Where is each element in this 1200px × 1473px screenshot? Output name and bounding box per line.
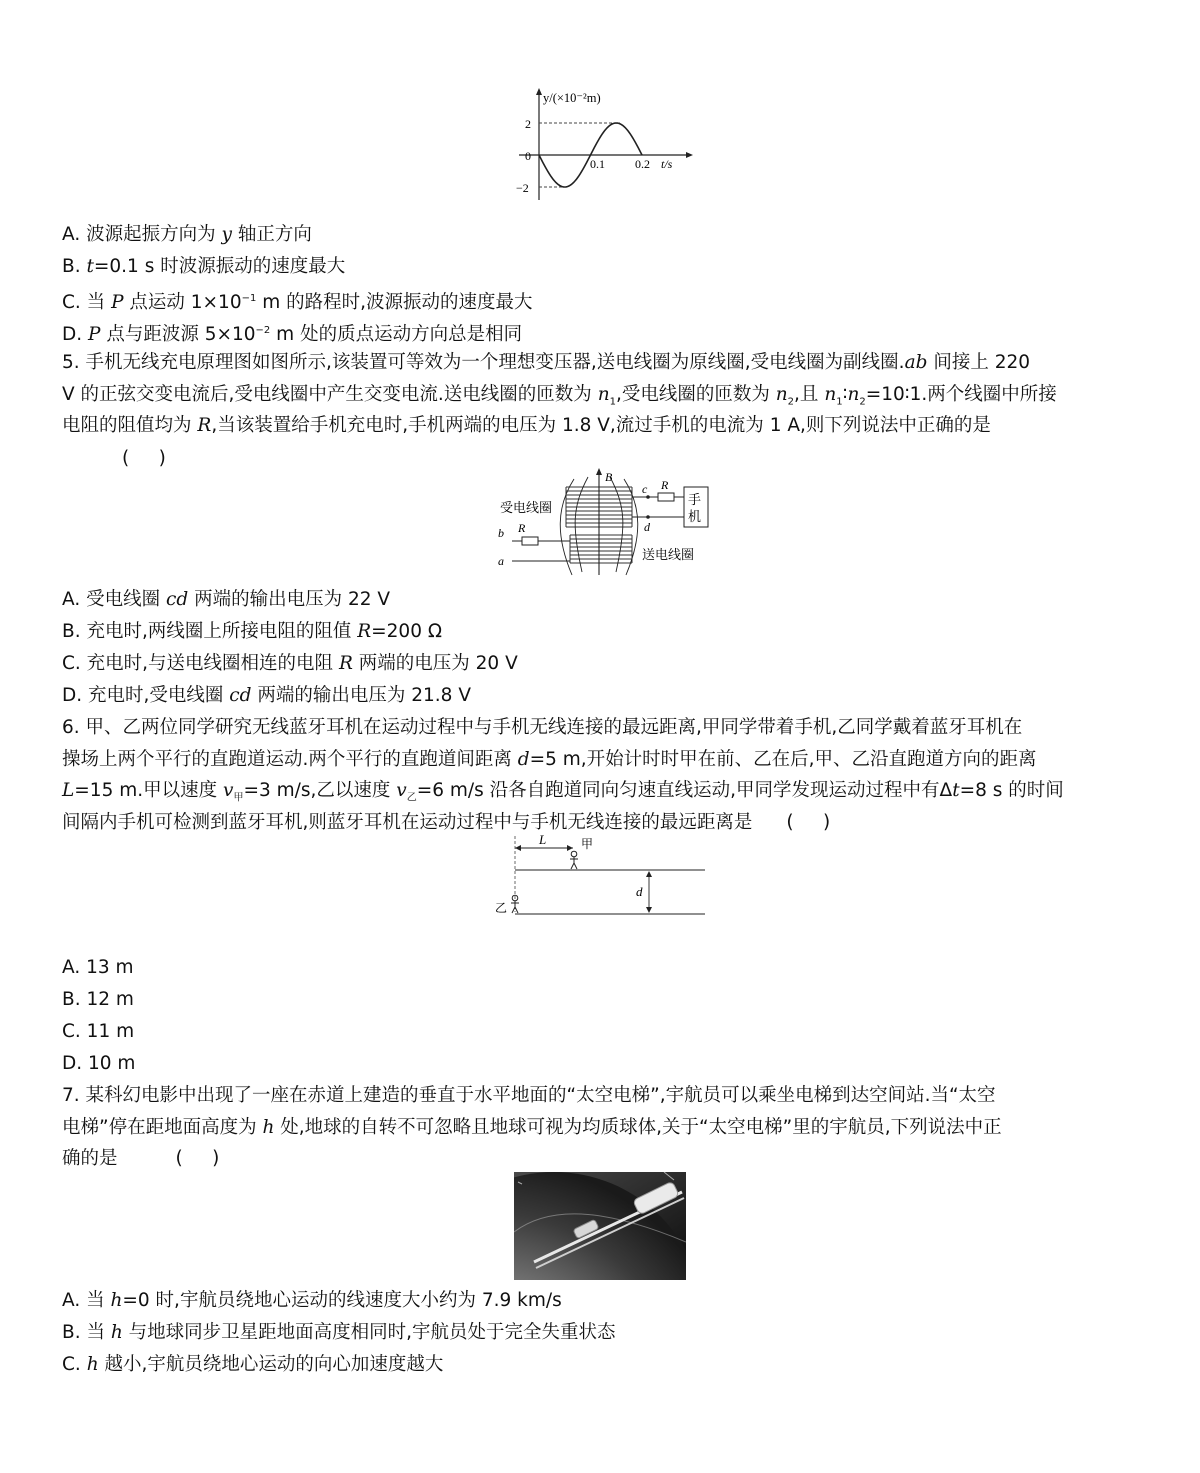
q6-stem-line2: 操场上两个平行的直跑道运动.两个平行的直跑道间距离 d=5 m,开始计时时甲在前、乙在后,甲、乙沿直跑道方向的距离	[62, 749, 1037, 770]
space-elevator-image	[514, 1172, 686, 1280]
q5-option-a: A. 受电线圈 cd 两端的输出电压为 22 V	[62, 589, 391, 610]
label-receive-coil: 受电线圈	[500, 500, 553, 515]
q5-option-c: C. 充电时,与送电线圈相连的电阻 R 两端的电压为 20 V	[62, 653, 518, 674]
q6-option-b: B. 12 m	[62, 989, 134, 1010]
q7-stem-line1: 7. 某科幻电影中出现了一座在赤道上建造的垂直于水平地面的“太空电梯”,宇航员可以乘坐电梯到达空间站.当“太空	[62, 1085, 996, 1106]
q7-answer-blank: ( )	[175, 1148, 220, 1169]
person-jia-icon	[570, 851, 578, 869]
q5-option-d: D. 充电时,受电线圈 cd 两端的输出电压为 21.8 V	[62, 685, 471, 706]
resistor-top	[658, 493, 674, 501]
q5-option-b: B. 充电时,两线圈上所接电阻的阻值 R=200 Ω	[62, 621, 442, 642]
label-yi: 乙	[495, 901, 508, 915]
q6-option-d: D. 10 m	[62, 1053, 136, 1074]
q6-stem-line4: 间隔内手机可检测到蓝牙耳机,则蓝牙耳机在运动过程中与手机无线连接的最远距离是 ( )	[62, 812, 831, 833]
q6-stem-line3: L=15 m.甲以速度 $v_甲=3$ m/s,乙以速度 $v_乙=6$ m/s 沿各自跑道同向匀速直线运动,甲同学发现运动过程中有Δt=8 s 的时间	[62, 780, 1064, 804]
running-track-diagram	[493, 832, 709, 918]
q7-option-c: C. h 越小,宇航员绕地心运动的向心加速度越大	[62, 1354, 444, 1375]
q6-answer-blank: ( )	[786, 812, 831, 833]
label-b-field: B	[605, 470, 613, 484]
wireless-charging-diagram	[492, 467, 724, 579]
label-jia: 甲	[581, 837, 594, 851]
oscillation-graph	[505, 85, 705, 205]
q5-stem-line1: 5. 手机无线充电原理图如图所示,该装置可等效为一个理想变压器,送电线圈为原线圈,受电线圈为副线圈.ab 间接上 220	[62, 352, 1031, 373]
tick-y-bottom: −2	[516, 181, 529, 195]
q5-stem-line2: V 的正弦交变电流后,受电线圈中产生交变电流.送电线圈的匝数为 $n_1$,受电线圈的匝数为 $n_2$,且 $n_1∶n_2=10∶1$.两个线圈中所接	[62, 384, 1057, 408]
q7-option-a: A. 当 h=0 时,宇航员绕地心运动的线速度大小约为 7.9 km/s	[62, 1290, 562, 1311]
resistor-bottom	[522, 537, 538, 545]
label-r-bottom: R	[518, 521, 526, 535]
tick-y-zero: 0	[525, 149, 531, 163]
q4-option-d: D. P 点与距波源 $5\times 10^{-2}$ m 处的质点运动方向总是相同	[62, 324, 523, 346]
q4-option-c: C. 当 P 点运动 $1\times 10^{-1}$ m 的路程时,波源振动的速度最大	[62, 292, 533, 314]
q7-option-b: B. 当 h 与地球同步卫星距地面高度相同时,宇航员处于完全失重状态	[62, 1322, 616, 1343]
tick-y-top: 2	[525, 117, 531, 131]
q4-option-a: A. 波源起振方向为 y 轴正方向	[62, 224, 312, 245]
x-axis-label: t/s	[661, 157, 673, 171]
q6-option-a: A. 13 m	[62, 957, 134, 978]
label-a: a	[498, 554, 504, 568]
label-d: d	[644, 520, 650, 534]
tick-x1: 0.1	[590, 157, 605, 171]
q7-stem-line2: 电梯”停在距地面高度为 h 处,地球的自转不可忽略且地球可视为均质球体,关于“太空电梯”里的宇航员,下列说法中正	[62, 1117, 1002, 1138]
label-phone-1: 手	[688, 492, 702, 507]
tick-x2: 0.2	[635, 157, 650, 171]
q4-option-b: B. t=0.1 s 时波源振动的速度最大	[62, 256, 346, 277]
q7-stem-line3: 确的是 ( )	[62, 1148, 220, 1169]
label-b: b	[498, 526, 504, 540]
label-send-coil: 送电线圈	[642, 547, 695, 562]
q6-stem-line1: 6. 甲、乙两位同学研究无线蓝牙耳机在运动过程中与手机无线连接的最远距离,甲同学带着手机,乙同学戴着蓝牙耳机在	[62, 717, 1023, 738]
label-phone-2: 机	[688, 509, 702, 524]
label-r-top: R	[661, 478, 669, 492]
label-l: L	[539, 832, 547, 847]
q6-option-c: C. 11 m	[62, 1021, 135, 1042]
label-d-distance: d	[636, 884, 643, 899]
y-axis-label: y/(×10⁻²m)	[543, 91, 601, 105]
q5-answer-blank: ( )	[122, 448, 166, 469]
label-c: c	[642, 482, 648, 496]
q5-stem-line3: 电阻的阻值均为 R,当该装置给手机充电时,手机两端的电压为 1.8 V,流过手机的电流为 1 A,则下列说法中正确的是	[62, 415, 991, 436]
